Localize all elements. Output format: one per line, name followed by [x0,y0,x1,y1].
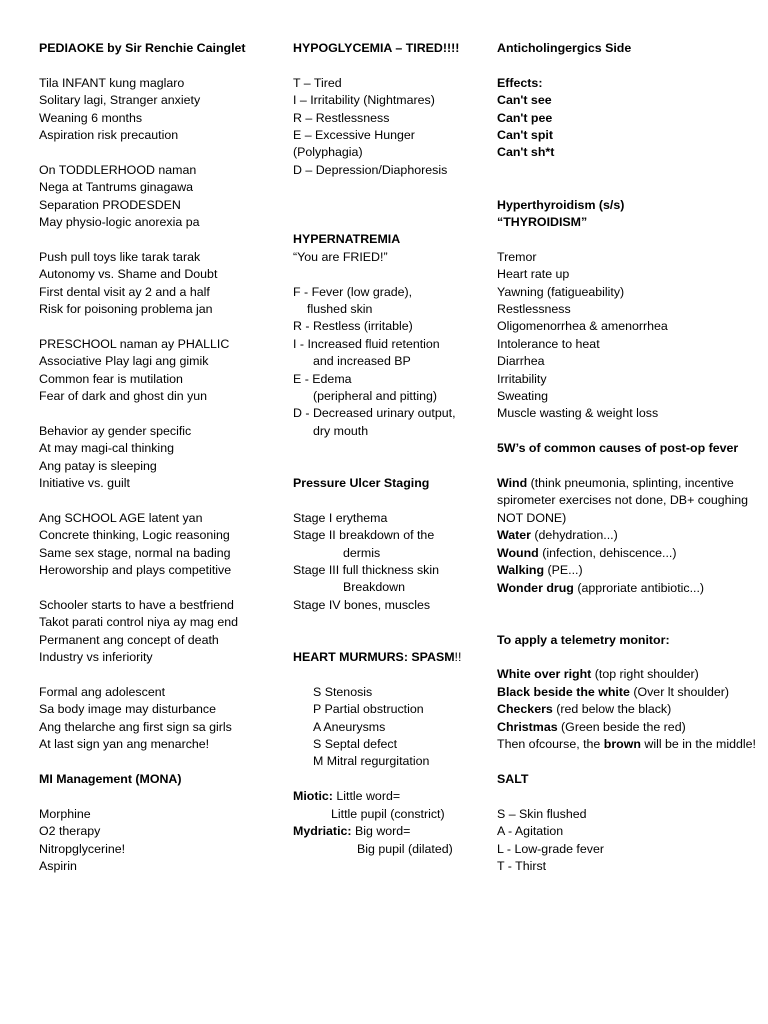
toddler-line: On TODDLERHOOD naman [39,162,197,177]
toddler-line: Push pull toys like tarak tarak [39,249,201,264]
pressure-ulcer-stage: Stage II breakdown of the [293,528,435,543]
hypernatremia-subtitle: “You are FRIED!” [293,249,388,264]
hypoglycemia-item: D – Depression/Diaphoresis [293,162,448,177]
fried-item: I - Increased fluid retention [293,336,440,351]
infant-line: Aspiration risk precaution [39,128,179,143]
telemetry-step-detail: Then ofcourse, the [497,737,604,752]
school-age-line: Ang SCHOOL AGE latent yan [39,510,203,525]
mi-item: Morphine [39,806,91,821]
hypoglycemia-title: HYPOGLYCEMIA – TIRED!!!! [293,41,460,55]
hyperthyroidism-title: Hyperthyroidism (s/s) [497,197,625,212]
telemetry-step-detail: (Green beside the red) [557,719,686,734]
telemetry-step-label: White over right [497,667,592,682]
pressure-ulcer-stage: dermis [343,545,381,560]
murmur-item: M Mitral regurgitation [313,754,430,769]
pressure-ulcer-stage: Stage III full thickness skin [293,563,440,578]
fever-cause-wind [497,475,762,527]
fever-cause-detail: (PE...) [544,563,583,578]
hypoglycemia-item: T – Tired [293,75,342,90]
telemetry-step [497,684,762,701]
hypoglycemia-item: R – Restlessness [293,110,390,125]
effects-label: Effects: [497,75,543,90]
mydriatic-detail: Big pupil (dilated) [357,841,453,856]
fever-cause-wonder-drug [497,580,762,597]
hypoglycemia-item: E – Excessive Hunger [293,128,415,143]
telemetry-step-detail: (Over lt shoulder) [629,684,730,699]
murmur-item: A Aneurysms [313,719,386,734]
salt-item: L - Low-grade fever [497,841,604,856]
toddler-line: Risk for poisoning problema jan [39,302,213,317]
toddler-line: Autonomy vs. Shame and Doubt [39,267,218,282]
preschool-line: Associative Play lagi ang gimik [39,354,209,369]
telemetry-step [497,666,762,683]
fried-item: (peripheral and pitting) [313,389,437,404]
infant-line: Solitary lagi, Stranger anxiety [39,93,201,108]
hyperthyroidism-subtitle: “THYROIDISM” [497,215,588,230]
infant-line: Weaning 6 months [39,110,143,125]
post-op-fever-title: 5W’s of common causes of post-op fever [497,441,739,456]
telemetry-step [497,719,762,736]
adolescent-line: Formal ang adolescent [39,684,166,699]
thyroid-item: Restlessness [497,302,571,317]
salt-item: T - Thirst [497,858,547,873]
pressure-ulcer-stage: Stage IV bones, muscles [293,597,431,612]
salt-title: SALT [497,771,529,786]
preschool-line: Initiative vs. guilt [39,476,130,491]
fried-item: E - Edema [293,371,352,386]
telemetry-title: To apply a telemetry monitor: [497,632,670,647]
anticholinergic-effect: Can't sh*t [497,145,555,160]
fever-cause-label: Walking [497,563,545,578]
telemetry-step [497,701,762,718]
adolescent-line: Ang thelarche ang first sign sa girls [39,719,232,734]
toddler-line: Separation PRODESDEN [39,197,181,212]
mydriatic-text: Big word= [351,824,411,839]
fever-cause-water [497,527,762,544]
telemetry-step-detail: (top right shoulder) [591,667,699,682]
telemetry-step [497,736,762,753]
preschool-line: Behavior ay gender specific [39,423,192,438]
fried-item: flushed skin [307,302,373,317]
pressure-ulcer-stage: Breakdown [343,580,405,595]
pediaoke-title: PEDIAOKE by Sir Renchie Cainglet [39,41,246,55]
mi-item: Aspirin [39,858,77,873]
thyroid-item: Muscle wasting & weight loss [497,406,659,421]
school-age-line: Takot parati control niya ay mag end [39,615,239,630]
heart-murmurs-title [293,649,488,666]
thyroid-item: Irritability [497,371,547,386]
thyroid-item: Oligomenorrhea & amenorrhea [497,319,668,334]
toddler-line: May physio-logic anorexia pa [39,215,200,230]
murmur-item: P Partial obstruction [313,702,424,717]
preschool-line: At may magi-cal thinking [39,441,174,456]
salt-item: A - Agitation [497,824,564,839]
telemetry-step-label: brown [603,737,641,752]
anticholinergic-effect: Can't see [497,93,552,108]
heart-murmurs-exclaim: !! [454,650,462,665]
pressure-ulcer-stage: Stage I erythema [293,510,388,525]
thyroid-item: Diarrhea [497,354,545,369]
school-age-line: Same sex stage, normal na bading [39,545,231,560]
adolescent-line: Sa body image may disturbance [39,702,217,717]
preschool-line: PRESCHOOL naman ay PHALLIC [39,336,230,351]
telemetry-step-detail: (red below the black) [552,702,672,717]
mi-item: O2 therapy [39,824,101,839]
preschool-line: Common fear is mutilation [39,371,183,386]
murmur-item: S Stenosis [313,684,373,699]
pressure-ulcer-title: Pressure Ulcer Staging [293,476,430,491]
fried-item: and increased BP [313,354,411,369]
telemetry-step-label: Christmas [497,719,558,734]
mi-management-title: MI Management (MONA) [39,771,182,786]
miotic-detail: Little pupil (constrict) [331,806,445,821]
fever-cause-detail: (dehydration...) [530,528,618,543]
miotic-label: Miotic: [293,789,333,804]
fever-cause-walking [497,562,762,579]
anticholinergic-effect: Can't spit [497,128,553,143]
fever-cause-detail: (think pneumonia, splinting, incentive spirometer exercises not done, DB+ coughing NOT DONE) [497,476,749,525]
thyroid-item: Intolerance to heat [497,336,600,351]
anticholinergic-effect: Can't pee [497,110,553,125]
toddler-line: Nega at Tantrums ginagawa [39,180,194,195]
school-age-line: Permanent ang concept of death [39,632,219,647]
thyroid-item: Sweating [497,389,548,404]
murmur-item: S Septal defect [313,737,398,752]
mydriatic-line [293,823,488,840]
school-age-line: Industry vs inferiority [39,650,153,665]
fried-item: dry mouth [313,423,369,438]
adolescent-line: At last sign yan ang menarche! [39,737,210,752]
column-middle [293,40,488,858]
telemetry-step-label: Black beside the white [497,684,630,699]
thyroid-item: Tremor [497,249,537,264]
column-right [497,40,762,875]
thyroid-item: Heart rate up [497,267,570,282]
miotic-line [293,788,488,805]
school-age-line: Concrete thinking, Logic reasoning [39,528,230,543]
salt-item: S – Skin flushed [497,806,587,821]
thyroid-item: Yawning (fatigueability) [497,284,625,299]
hypernatremia-title: HYPERNATREMIA [293,232,401,247]
fried-item: D - Decreased urinary output, [293,406,456,421]
preschool-line: Fear of dark and ghost din yun [39,389,208,404]
mi-item: Nitropglycerine! [39,841,126,856]
fever-cause-detail: (approriate antibiotic...) [573,580,705,595]
heart-murmurs-label: HEART MURMURS: SPASM [293,650,455,665]
school-age-line: Heroworship and plays competitive [39,563,232,578]
telemetry-step-detail: will be in the middle! [640,737,756,752]
fever-cause-label: Wound [497,545,539,560]
school-age-line: Schooler starts to have a bestfriend [39,597,234,612]
fever-cause-label: Wonder drug [497,580,574,595]
miotic-text: Little word= [332,789,401,804]
fever-cause-wound [497,545,762,562]
mydriatic-label: Mydriatic: [293,824,352,839]
hypoglycemia-item: (Polyphagia) [293,145,363,160]
fever-cause-label: Water [497,528,531,543]
fever-cause-label: Wind [497,476,528,491]
column-left [39,40,279,875]
preschool-line: Ang patay is sleeping [39,458,157,473]
toddler-line: First dental visit ay 2 and a half [39,284,210,299]
anticholinergics-title: Anticholingergics Side [497,41,632,55]
infant-line: Tila INFANT kung maglaro [39,75,185,90]
fried-item: F - Fever (low grade), [293,284,413,299]
fever-cause-detail: (infection, dehiscence...) [538,545,677,560]
fried-item: R - Restless (irritable) [293,319,413,334]
telemetry-step-label: Checkers [497,702,553,717]
hypoglycemia-item: I – Irritability (Nightmares) [293,93,435,108]
